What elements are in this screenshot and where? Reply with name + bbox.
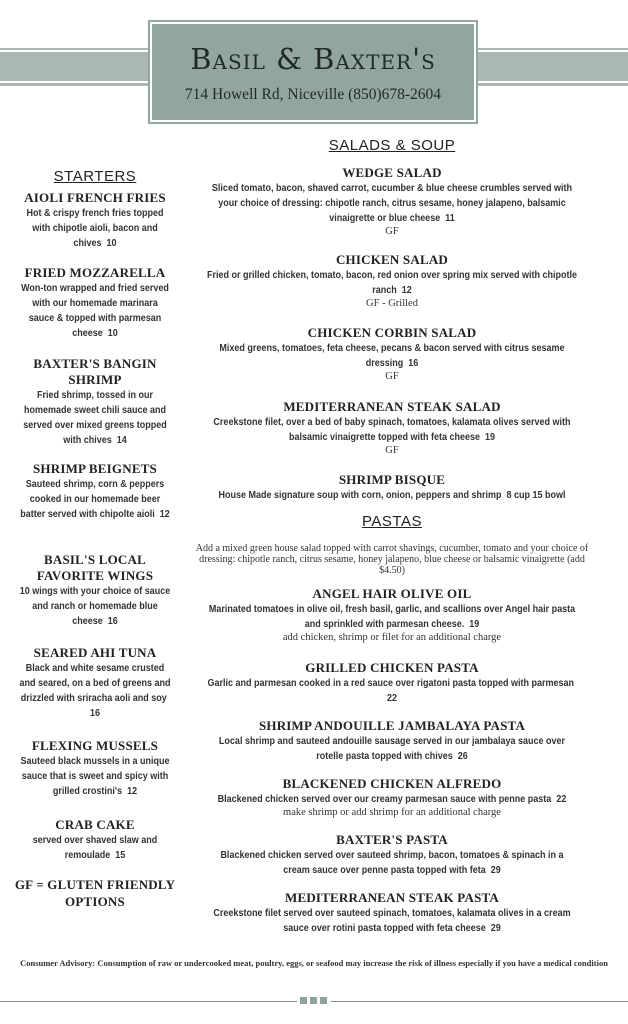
starter-name: SHRIMP BEIGNETS bbox=[32, 461, 157, 476]
salad-name: CHICKEN CORBIN SALAD bbox=[307, 325, 477, 340]
salad-name: SHRIMP BISQUE bbox=[338, 472, 446, 487]
starter-name: FRIED MOZZARELLA bbox=[24, 265, 166, 280]
footer-ornament bbox=[297, 997, 331, 1005]
starter-name: FLEXING MUSSELS bbox=[31, 738, 159, 753]
pasta-item bbox=[186, 718, 598, 764]
starter-item bbox=[10, 461, 180, 537]
salad-desc: Sliced tomato, bacon, shaved carrot, cucumber & blue cheese crumbles served with your choice of dressing: chipotle ranch, citrus sesame, honey jalapeno, balsamic vinaigrette or blue cheese 11 bbox=[211, 183, 573, 224]
starter-item bbox=[10, 190, 180, 250]
starter-item bbox=[10, 817, 180, 861]
gf-label: GF bbox=[385, 226, 399, 237]
restaurant-address: 714 Howell Rd, Niceville (850)678-2604 bbox=[184, 86, 442, 103]
starter-name: BASIL'S LOCAL FAVORITE WINGS bbox=[36, 552, 154, 583]
ornament-square-icon bbox=[310, 997, 317, 1004]
starter-item bbox=[10, 265, 180, 341]
starter-desc: Black and white sesame crusted and seared, on a bed of greens and drizzled with sriracha aoli and soy 16 bbox=[19, 663, 171, 719]
pasta-item bbox=[186, 586, 598, 643]
consumer-advisory: Consumer Advisory: Consumption of raw or undercooked meat, poultry, eggs, or seafood may increase the risk of illness especially if you have a medical condition bbox=[20, 958, 608, 968]
starter-name: SEARED AHI TUNA bbox=[33, 645, 157, 660]
pasta-item bbox=[186, 660, 598, 706]
pasta-name: BLACKENED CHICKEN ALFREDO bbox=[282, 776, 502, 791]
starter-name: BAXTER'S BANGIN SHRIMP bbox=[33, 356, 157, 387]
ornament-square-icon bbox=[320, 997, 327, 1004]
pasta-desc: Local shrimp and sauteed andouille sausage served in our jambalaya sauce over rotelle pasta topped with chives 26 bbox=[218, 736, 566, 762]
starters-heading: STARTERS bbox=[53, 168, 137, 185]
starter-desc: Sauteed shrimp, corn & peppers cooked in our homemade beer batter served with chipolte aioli 12 bbox=[20, 479, 170, 520]
starter-item bbox=[10, 356, 180, 446]
gf-label: GF bbox=[385, 445, 399, 456]
salad-name: WEDGE SALAD bbox=[342, 165, 442, 180]
salad-item bbox=[186, 325, 598, 382]
salad-desc: Creekstone filet, over a bed of baby spinach, tomatoes, kalamata olives served with balsamic vinaigrette topped with feta cheese 19 bbox=[213, 417, 571, 443]
starter-desc: Won-ton wrapped and fried served with our homemade marinara sauce & topped with parmesan cheese 10 bbox=[21, 283, 169, 339]
starter-name: AIOLI FRENCH FRIES bbox=[24, 190, 166, 205]
pasta-desc: Blackened chicken served over sauteed shrimp, bacon, tomatoes & spinach in a cream sauce over penne pasta topped with feta 29 bbox=[220, 850, 564, 876]
pasta-note: make shrimp or add shrimp for an additional charge bbox=[283, 807, 501, 818]
pasta-name: GRILLED CHICKEN PASTA bbox=[305, 660, 479, 675]
salads-heading: SALADS & SOUP bbox=[328, 137, 456, 154]
starter-desc: served over shaved slaw and remoulade 15 bbox=[32, 835, 158, 861]
pasta-note: add chicken, shrimp or filet for an additional charge bbox=[282, 632, 502, 643]
ornament-square-icon bbox=[300, 997, 307, 1004]
pasta-item bbox=[186, 832, 598, 878]
salad-name: MEDITERRANEAN STEAK SALAD bbox=[283, 399, 501, 414]
gf-label: GF bbox=[385, 371, 399, 382]
pasta-desc: Marinated tomatoes in olive oil, fresh basil, garlic, and scallions over Angel hair pasta and sprinkled with parmesan cheese. 19 bbox=[208, 604, 576, 630]
salad-item bbox=[186, 252, 598, 309]
starter-item bbox=[10, 645, 180, 723]
pasta-desc: Blackened chicken served over our creamy parmesan sauce with penne pasta 22 bbox=[217, 794, 567, 805]
pasta-item bbox=[186, 776, 598, 818]
starter-desc: 10 wings with your choice of sauce and ranch or homemade blue cheese 16 bbox=[19, 586, 171, 627]
title-box bbox=[150, 22, 476, 122]
starter-item bbox=[10, 552, 180, 630]
gf-note: GF = GLUTEN FRIENDLY OPTIONS bbox=[14, 877, 176, 909]
gf-label: GF - Grilled bbox=[366, 298, 418, 309]
pasta-desc: Garlic and parmesan cooked in a red sauce over rigatoni pasta topped with parmesan 22 bbox=[207, 678, 575, 704]
pasta-name: MEDITERRANEAN STEAK PASTA bbox=[285, 890, 499, 905]
salad-desc: House Made signature soup with corn, onion, peppers and shrimp 8 cup 15 bowl bbox=[218, 490, 566, 501]
salad-item bbox=[186, 399, 598, 456]
salad-desc: Mixed greens, tomatoes, feta cheese, pecans & bacon served with citrus sesame dressing 16 bbox=[219, 343, 565, 369]
pasta-intro: Add a mixed green house salad topped with carrot shavings, cucumber, tomato and your choice of dressing: chipotle ranch, citrus sesame, honey jalapeno, blue cheese or balsamic vinaigrette (add $4.50) bbox=[195, 543, 589, 576]
pasta-name: ANGEL HAIR OLIVE OIL bbox=[312, 586, 472, 601]
starter-desc: Sauteed black mussels in a unique sauce that is sweet and spicy with grilled crostini's 12 bbox=[20, 756, 170, 797]
pasta-name: SHRIMP ANDOUILLE JAMBALAYA PASTA bbox=[258, 718, 526, 733]
pastas-heading: PASTAS bbox=[362, 513, 422, 530]
pasta-item bbox=[186, 890, 598, 936]
pasta-name: BAXTER'S PASTA bbox=[336, 832, 448, 847]
salad-desc: Fried or grilled chicken, tomato, bacon, red onion over spring mix served with chipotle ranch 12 bbox=[206, 270, 578, 296]
starter-desc: Fried shrimp, tossed in our homemade sweet chili sauce and served over mixed greens topped with chives 14 bbox=[23, 390, 167, 446]
restaurant-name: Basil & Baxter's bbox=[190, 42, 436, 76]
salad-item bbox=[186, 472, 598, 503]
salad-name: CHICKEN SALAD bbox=[335, 252, 449, 267]
starters-list bbox=[10, 190, 180, 910]
salad-item bbox=[186, 165, 598, 237]
starter-name: CRAB CAKE bbox=[55, 817, 135, 832]
starter-item bbox=[10, 738, 180, 802]
pasta-desc: Creekstone filet served over sauteed spinach, tomatoes, kalamata olives in a cream sauce over rotini pasta topped with feta cheese 29 bbox=[213, 908, 571, 934]
starter-desc: Hot & crispy french fries topped with chipotle aioli, bacon and chives 10 bbox=[26, 208, 164, 249]
